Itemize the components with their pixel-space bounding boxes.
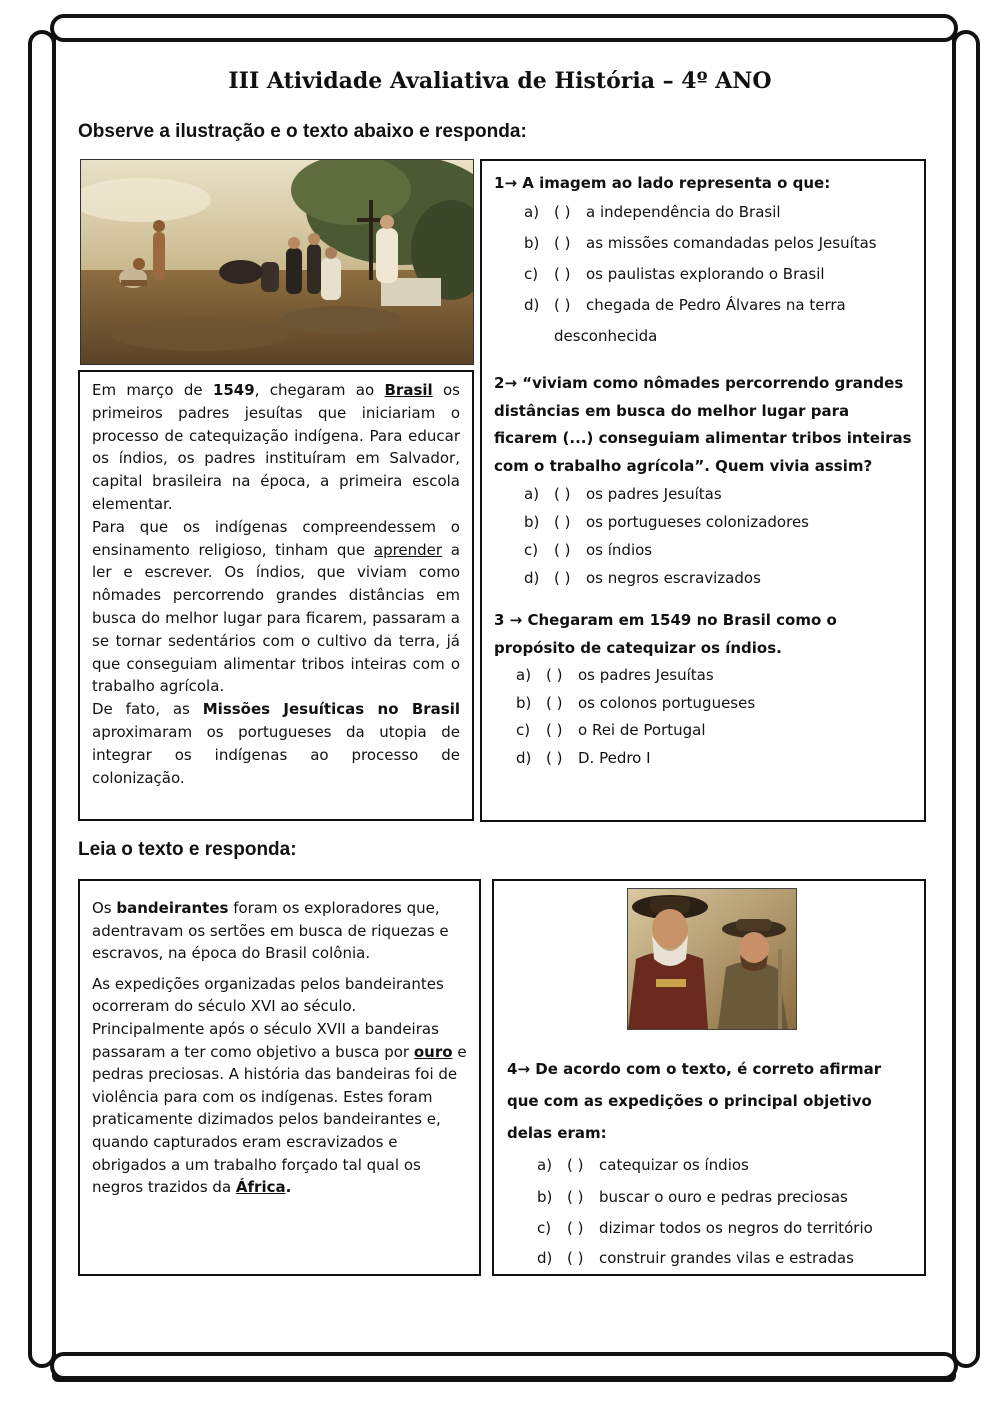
aprender-link-text: aprender xyxy=(373,540,443,559)
option-letter: b) xyxy=(537,1188,553,1206)
question-number: 1 xyxy=(494,174,505,192)
text-span: . xyxy=(285,1178,292,1197)
answer-checkbox[interactable]: ( ) xyxy=(554,513,571,531)
text-span: As expedições organizadas pelos bandeirantes ocorreram do século XVI ao século. Principalmente após o século XVII a bandeiras passaram a ter como objetivo a busca por xyxy=(92,974,444,1061)
q2-option-d[interactable] xyxy=(524,564,912,592)
answer-checkbox[interactable]: ( ) xyxy=(554,569,571,587)
q1-option-a[interactable] xyxy=(524,197,912,228)
scroll-frame-top-roll xyxy=(50,14,958,42)
option-letter: d) xyxy=(537,1249,553,1267)
answer-checkbox[interactable]: ( ) xyxy=(546,666,563,684)
option-text: os portugueses colonizadores xyxy=(586,513,809,531)
text-span: Os xyxy=(92,899,117,917)
text-span: De fato, as xyxy=(92,700,203,719)
bandeirantes-painting-image xyxy=(627,888,797,1030)
text-paragraph-2 xyxy=(92,973,469,1199)
bandeirantes-text-box xyxy=(78,879,481,1276)
answer-checkbox[interactable]: ( ) xyxy=(567,1249,584,1267)
africa-link-text: África xyxy=(235,1178,286,1197)
questions-box-1-3 xyxy=(480,159,926,822)
answer-checkbox[interactable]: ( ) xyxy=(567,1219,584,1237)
question-4-title xyxy=(507,1053,917,1149)
option-letter: a) xyxy=(524,203,540,221)
section2-heading: Leia o texto e responda: xyxy=(78,839,297,860)
arrow-right-icon: → xyxy=(509,611,523,629)
question-text: De acordo com o texto, é correto afirmar que com as expedições o principal objetivo delas eram: xyxy=(507,1060,882,1142)
question-3-title xyxy=(494,606,912,662)
option-letter: b) xyxy=(524,234,540,252)
option-text: D. Pedro I xyxy=(578,748,651,767)
option-text: os padres Jesuítas xyxy=(586,485,722,503)
option-text: construir grandes vilas e estradas xyxy=(599,1249,854,1267)
text-paragraph-2 xyxy=(92,516,460,698)
arrow-right-icon: → xyxy=(517,1060,531,1078)
missoes-jesuiticas-bold: Missões Jesuíticas no Brasil xyxy=(202,700,461,719)
answer-checkbox[interactable]: ( ) xyxy=(554,485,571,503)
option-text: o Rei de Portugal xyxy=(578,721,706,739)
option-text: os colonos portugueses xyxy=(578,693,756,712)
answer-checkbox[interactable]: ( ) xyxy=(554,296,571,314)
option-text: a independência do Brasil xyxy=(586,203,781,221)
missionaries-painting-image xyxy=(80,159,474,365)
answer-checkbox[interactable]: ( ) xyxy=(554,541,571,559)
q1-option-d[interactable] xyxy=(524,290,912,321)
question-number: 2 xyxy=(494,374,505,392)
scroll-frame-bottom-roll xyxy=(50,1352,958,1380)
option-text: os padres Jesuítas xyxy=(578,666,714,684)
option-letter: c) xyxy=(516,721,531,739)
text-span: os primeiros padres jesuítas que iniciariam o processo de catequização indígena. Para educar os índios, os padres instituíram em Salvador, capital brasileira na época, a primeira escola elementar. xyxy=(92,381,461,513)
q4-option-b[interactable] xyxy=(537,1181,917,1213)
q4-option-a[interactable] xyxy=(537,1149,917,1181)
question-4-box xyxy=(492,879,926,1276)
option-letter: b) xyxy=(516,693,532,712)
text-paragraph-1 xyxy=(92,379,460,516)
answer-checkbox[interactable]: ( ) xyxy=(554,234,571,252)
option-letter: c) xyxy=(524,265,539,283)
option-text: catequizar os índios xyxy=(599,1156,749,1174)
q2-option-a[interactable] xyxy=(524,480,912,508)
text-span: , chegaram ao xyxy=(254,381,385,399)
option-letter: d) xyxy=(524,296,540,314)
option-text: os índios xyxy=(586,541,653,559)
answer-checkbox[interactable]: ( ) xyxy=(567,1188,584,1206)
option-letter: a) xyxy=(516,666,532,684)
answer-checkbox[interactable]: ( ) xyxy=(546,693,563,712)
text-span: Para que os indígenas compreendessem o ensinamento religioso, tinham que xyxy=(92,517,460,559)
brasil-link-text: Brasil xyxy=(384,381,433,399)
option-letter: d) xyxy=(516,748,532,767)
question-1 xyxy=(494,169,912,352)
option-text: as missões comandadas pelos Jesuítas xyxy=(586,234,877,252)
bandeirantes-bold: bandeirantes xyxy=(116,899,229,917)
q2-option-b[interactable] xyxy=(524,508,912,536)
q1-option-b[interactable] xyxy=(524,228,912,259)
option-letter: b) xyxy=(524,513,540,531)
text-span: foram os exploradores que, adentravam os sertões em busca de riquezas e escravos, na época do Brasil colônia. xyxy=(92,899,449,963)
option-letter: a) xyxy=(524,485,540,503)
q3-option-d[interactable] xyxy=(516,745,912,773)
text-paragraph-1 xyxy=(92,897,469,965)
question-number: 3 xyxy=(494,611,505,629)
question-text: Chegaram em 1549 no Brasil como o propósito de catequizar os índios. xyxy=(494,611,837,657)
arrow-right-icon: → xyxy=(504,374,518,392)
question-4 xyxy=(507,1053,917,1273)
arrow-right-icon: → xyxy=(504,174,518,192)
option-text: dizimar todos os negros do território xyxy=(599,1219,873,1237)
q3-option-b[interactable] xyxy=(516,690,912,718)
text-paragraph-3 xyxy=(92,698,460,789)
text-span: e pedras preciosas. A história das bandeiras foi de violência para com os indígenas. Estes foram praticamente dizimados pelos bandeirantes e, quando capturados eram escravizados e obrigados a um trabalho forçado tal qual os negros trazidos da xyxy=(92,1042,467,1197)
answer-checkbox[interactable]: ( ) xyxy=(546,721,563,739)
q3-option-c[interactable] xyxy=(516,717,912,745)
answer-checkbox[interactable]: ( ) xyxy=(554,203,571,221)
option-text: os paulistas explorando o Brasil xyxy=(586,265,825,283)
option-text: os negros escravizados xyxy=(586,569,761,587)
question-3 xyxy=(494,606,912,772)
text-span: Em março de xyxy=(92,381,213,399)
option-text: buscar o ouro e pedras preciosas xyxy=(599,1188,848,1206)
question-text: “viviam como nômades percorrendo grandes distâncias em busca do melhor lugar para ficarem (...) conseguiam alimentar tribos inteiras com o trabalho agrícola”. Quem vivia assim? xyxy=(494,374,912,475)
q2-option-c[interactable] xyxy=(524,536,912,564)
option-letter: a) xyxy=(537,1156,553,1174)
answer-checkbox[interactable]: ( ) xyxy=(567,1156,584,1174)
page-title: III Atividade Avaliativa de História – 4º ANO xyxy=(228,68,772,94)
question-2-title xyxy=(494,370,912,480)
question-2 xyxy=(494,370,912,592)
q1-option-d-continuation xyxy=(524,321,912,352)
option-text: chegada de Pedro Álvares na terra xyxy=(586,296,846,314)
jesuit-missions-text-box xyxy=(78,370,474,821)
scroll-frame-right-roll xyxy=(952,30,980,1368)
answer-checkbox[interactable]: ( ) xyxy=(546,748,563,767)
text-span: a ler e escrever. Os índios, que viviam como nômades percorrendo grandes distâncias em busca do melhor lugar para ficarem, passaram a se tornar sedentários com o cultivo da terra, já que conseguiam alimentar tribos inteiras com o trabalho agrícola. xyxy=(92,540,460,696)
question-number: 4 xyxy=(507,1060,518,1078)
q1-option-c[interactable] xyxy=(524,259,912,290)
answer-checkbox[interactable]: ( ) xyxy=(554,265,571,283)
text-span: aproximaram os portugueses da utopia de integrar os indígenas ao processo de colonização. xyxy=(92,722,460,787)
ouro-link-text: ouro xyxy=(413,1042,453,1061)
year-1549-bold: 1549 xyxy=(212,381,255,399)
question-1-title xyxy=(494,169,912,197)
q3-option-a[interactable] xyxy=(516,662,912,690)
q4-option-c[interactable] xyxy=(537,1213,917,1243)
option-text: desconhecida xyxy=(554,327,658,345)
option-letter: c) xyxy=(524,541,539,559)
option-letter: d) xyxy=(524,569,540,587)
section1-heading: Observe a ilustração e o texto abaixo e responda: xyxy=(78,121,527,142)
q4-option-d[interactable] xyxy=(537,1243,917,1273)
option-letter: c) xyxy=(537,1219,552,1237)
question-text: A imagem ao lado representa o que: xyxy=(522,174,831,192)
